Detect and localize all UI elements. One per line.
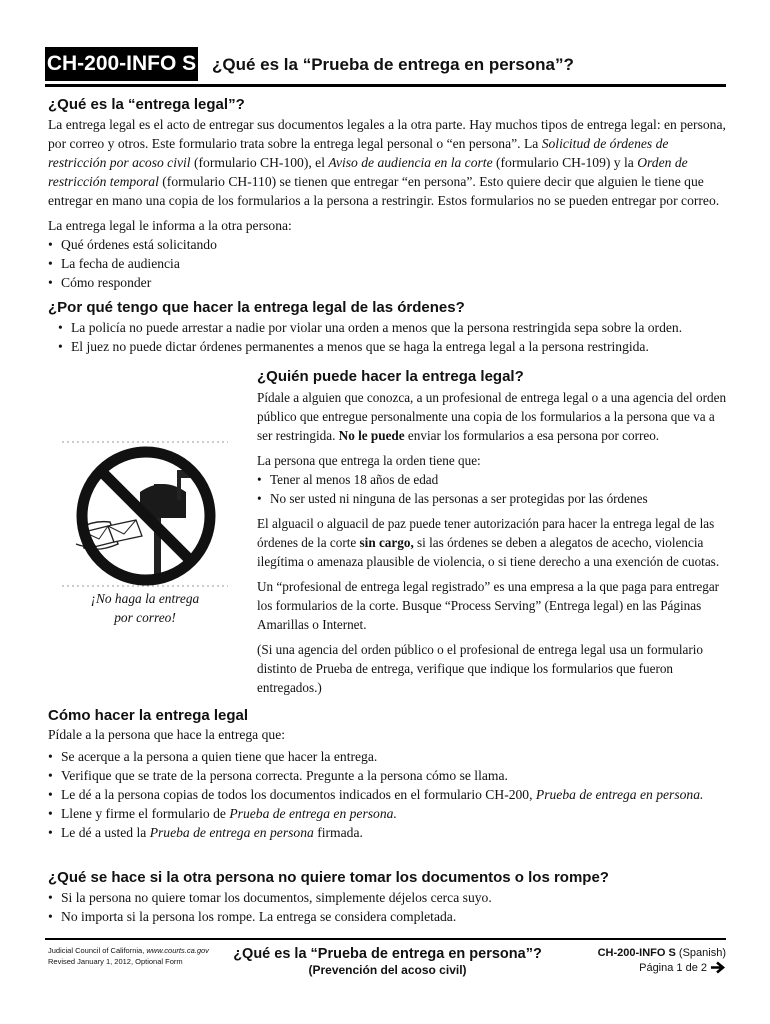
caption-line: ¡No haga la entrega [90, 591, 200, 606]
list-item: • Tener al menos 18 años de edad [257, 470, 729, 489]
section-how-to-serve [48, 706, 728, 842]
section-why-serve [48, 298, 728, 356]
list-item: • No importa si la persona los rompe. La entrega se considera completada. [48, 907, 728, 926]
section-heading: ¿Quién puede hacer la entrega legal? [257, 368, 524, 385]
paragraph: Un “profesional de entrega legal registrado” es una empresa a la que paga para entregar los formularios de la corte. Busque “Process Serving” (Entrega legal) en las Páginas Amarillas o Internet. [257, 579, 720, 632]
text: Judicial Council of California, [48, 946, 147, 955]
text: (formulario CH-109) y la [492, 155, 638, 170]
paragraph: La persona que entrega la orden tiene que: [257, 453, 481, 468]
emphasis: No le puede [338, 428, 405, 443]
form-code-badge: CH-200-INFO S [45, 47, 198, 81]
section-refuse-documents [48, 868, 728, 926]
footer-credits [48, 945, 209, 967]
footer-form-info [560, 946, 726, 976]
footer-title: ¿Qué es la “Prueba de entrega en persona”? [233, 946, 542, 962]
footer-form-code-line [560, 946, 726, 961]
no-mail-illustration [62, 440, 228, 588]
caption-line: por correo! [114, 610, 176, 625]
text: Le dé a la persona copias de todos los documentos indicados en el formulario CH-200, [61, 787, 536, 802]
text: Pídale a alguien que conozca, a un profesional de entrega legal o a una agencia del orden público que entregue personalmente una copia de los formularios a la persona que va a ser restringida. [257, 390, 727, 443]
text: Llene y firme el formulario de [61, 806, 230, 821]
section-what-is-service [48, 95, 728, 292]
form-name: Orden de restricción temporal [48, 155, 688, 189]
text: (formulario CH-110) se tienen que entregar “en persona”. Esto quiere decir que alguien le tiene que entregar en mano una copia de los formularios a la persona a restringir. Estos formularios no se pueden entregar por correo. [48, 174, 720, 208]
section-heading: ¿Qué es la “entrega legal”? [48, 96, 245, 113]
paragraph: (Si una agencia del orden público o el profesional de entrega legal usa un formulario distinto de Prueba de entrega, verifique que indique los formularios que fueron entregados.) [257, 642, 704, 695]
paragraph: La entrega legal le informa a la otra persona: [48, 218, 292, 233]
list-item [48, 804, 728, 823]
paragraph [257, 388, 729, 445]
website-link[interactable]: www.courts.ca.gov [146, 946, 209, 955]
footer-language: (Spanish) [675, 947, 726, 959]
form-name: Prueba de entrega en persona [149, 825, 314, 840]
footer-subtitle: (Prevención del acoso civil) [308, 963, 467, 977]
form-name: Solicitud de órdenes de restricción por acoso civil [48, 136, 669, 170]
text: Le dé a usted la [61, 825, 150, 840]
text: enviar los formularios a esa persona por correo. [404, 428, 660, 443]
list-item: • No ser usted ni ninguna de las personas a ser protegidas por las órdenes [257, 489, 729, 508]
footer-form-code: CH-200-INFO S [597, 947, 676, 959]
form-name: Prueba de entrega en persona. [535, 787, 704, 802]
list-item [48, 785, 728, 804]
list-item [48, 823, 728, 842]
section-heading: ¿Qué se hace si la otra persona no quiere tomar los documentos o los rompe? [48, 869, 609, 886]
text: firmada. [313, 825, 363, 840]
paragraph: Pídale a la persona que hace la entrega que: [48, 727, 286, 742]
list-item: • La fecha de audiencia [48, 254, 728, 273]
page-number: Página 1 de 2 [639, 962, 707, 974]
section-heading: Cómo hacer la entrega legal [48, 707, 249, 724]
section-who-can-serve [257, 367, 729, 697]
arrow-right-icon[interactable] [710, 961, 726, 974]
footer-divider [45, 938, 726, 940]
list-item: • Verifique que se trate de la persona correcta. Pregunte a la persona cómo se llama. [48, 766, 728, 785]
bullet-list [48, 318, 728, 356]
form-name: Aviso de audiencia en la corte [328, 155, 493, 170]
text: (formulario CH-100), el [190, 155, 329, 170]
list-item: • Si la persona no quiere tomar los documentos, simplemente déjelos cerca suyo. [48, 888, 728, 907]
bullet-list [257, 470, 729, 508]
paragraph [48, 115, 728, 210]
footer-revised: Revised January 1, 2012, Optional Form [48, 957, 183, 966]
list-item: • Cómo responder [48, 273, 728, 292]
text: El alguacil o alguacil de paz puede tener autorización para hacer la entrega legal de las órdenes de la corte [257, 516, 715, 550]
form-name: Prueba de entrega en persona. [229, 806, 397, 821]
paragraph [257, 514, 729, 571]
section-heading: ¿Por qué tengo que hacer la entrega legal de las órdenes? [48, 299, 465, 316]
bullet-list [48, 888, 728, 926]
header-divider [45, 84, 726, 87]
bullet-list [48, 235, 728, 292]
list-item: • Se acerque a la persona a quien tiene que hacer la entrega. [48, 747, 728, 766]
list-item: • La policía no puede arrestar a nadie por violar una orden a menos que la persona restringida sepa sobre la orden. [58, 318, 728, 337]
emphasis: sin cargo, [359, 535, 414, 550]
footer-council-line [48, 945, 209, 956]
page-title: ¿Qué es la “Prueba de entrega en persona”? [212, 55, 574, 74]
text: si las órdenes se deben a alegatos de acecho, violencia ilegítima o amenaza plausible de violencia, o si tiene derecho a una exención de cuotas. [257, 535, 720, 569]
page-indicator [560, 961, 726, 976]
bullet-list [48, 747, 728, 842]
list-item: • El juez no puede dictar órdenes permanentes a menos que se haga la entrega legal a la persona restringida. [58, 337, 728, 356]
illustration-caption [62, 589, 228, 627]
text: La entrega legal es el acto de entregar sus documentos legales a la otra parte. Hay muchos tipos de entrega legal: en persona, por correo y otros. Este formulario trata sobre la entrega legal personal o “en persona”. La [48, 117, 726, 151]
list-item: • Qué órdenes está solicitando [48, 235, 728, 254]
